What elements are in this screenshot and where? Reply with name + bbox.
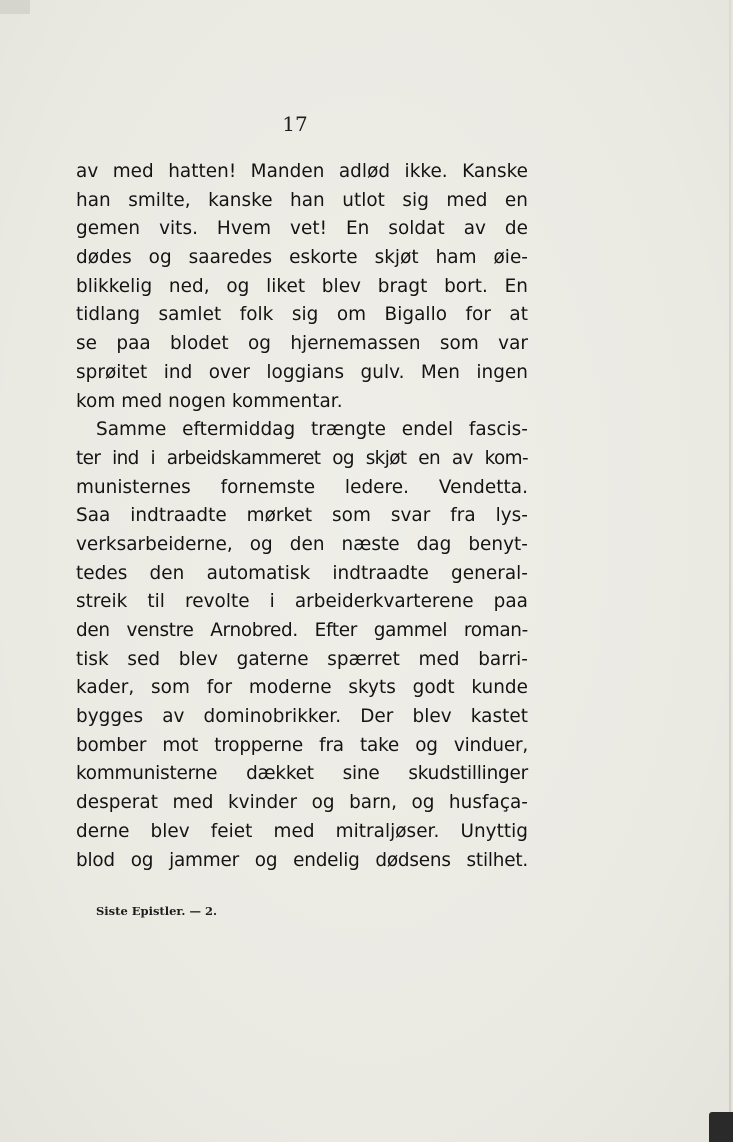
- text-line: sprøitet ind over loggians gulv. Men ingen: [76, 361, 528, 383]
- text-line: kommunisterne dækket sine skudstillinger: [76, 763, 528, 785]
- text-line: gemen vits. Hvem vet! En soldat av de: [76, 218, 528, 240]
- text-line: han smilte, kanske han utlot sig med en: [76, 189, 528, 211]
- text-line: av med hatten! Manden adlød ikke. Kanske: [76, 161, 528, 182]
- text-line: dødes og saaredes eskorte skjøt ham øie-: [76, 247, 528, 269]
- page-number: 17: [282, 112, 308, 136]
- text-line: tidlang samlet folk sig om Bigallo for at: [76, 304, 528, 326]
- body-text: [76, 158, 528, 875]
- text-line: tisk sed blev gaterne spærret med barri-: [76, 648, 528, 670]
- signature-mark: Siste Epistler. — 2.: [96, 904, 217, 918]
- text-line: blikkelig ned, og liket blev bragt bort. En: [76, 275, 528, 297]
- text-line: ter ind i arbeidskammeret og skjøt en av kom-: [76, 447, 528, 469]
- text-line: Saa indtraadte mørket som svar fra lys-: [76, 505, 528, 527]
- text-line: kom med nogen kommentar.: [76, 390, 343, 412]
- text-line: streik til revolte i arbeiderkvarterene paa: [76, 591, 528, 613]
- text-line: se paa blodet og hjernemassen som var: [76, 333, 528, 355]
- page-edge-mark: [709, 1112, 733, 1142]
- text-line: den venstre Arnobred. Efter gammel roman-: [76, 620, 528, 641]
- text-line: verksarbeiderne, og den næste dag benyt-: [76, 533, 528, 555]
- scan-smudge: [0, 0, 30, 14]
- text-line: kader, som for moderne skyts godt kunde: [76, 677, 528, 699]
- text-line: bygges av dominobrikker. Der blev kastet: [76, 706, 528, 728]
- page-edge: [729, 0, 731, 1142]
- text-line: munisternes fornemste ledere. Vendetta.: [76, 476, 528, 498]
- text-line: derne blev feiet med mitraljøser. Unyttig: [76, 820, 528, 842]
- text-line: Samme eftermiddag trængte endel fascis-: [96, 419, 528, 441]
- text-line: blod og jammer og endelig dødsens stilhet.: [76, 849, 528, 871]
- text-line: desperat med kvinder og barn, og husfaça-: [76, 792, 528, 814]
- text-line: bomber mot tropperne fra take og vinduer,: [76, 734, 528, 756]
- text-line: tedes den automatisk indtraadte general-: [76, 562, 528, 584]
